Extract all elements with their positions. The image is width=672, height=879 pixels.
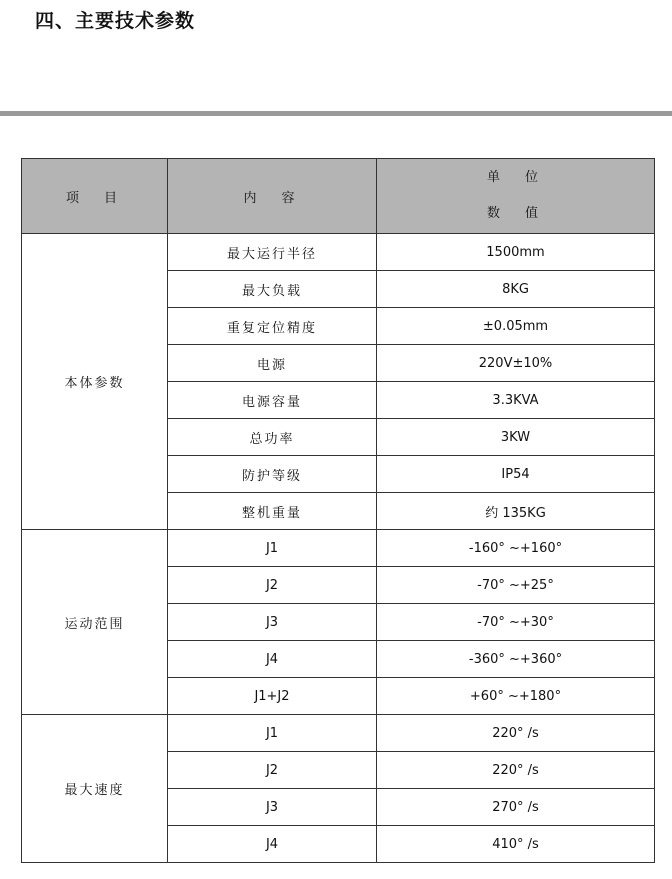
- row-value: 220V±10%: [377, 345, 655, 382]
- specs-table: [21, 158, 655, 863]
- row-value: 8KG: [377, 271, 655, 308]
- row-label: 最大负载: [168, 271, 377, 308]
- row-value: 270° /s: [377, 789, 655, 826]
- row-value: -360° ~+360°: [377, 641, 655, 678]
- row-value: -160° ~+160°: [377, 530, 655, 567]
- row-label: J3: [168, 789, 377, 826]
- horizontal-divider: [0, 111, 672, 116]
- header-unit: 单 位: [486, 170, 544, 185]
- row-label: 重复定位精度: [168, 308, 377, 345]
- row-label: 电源: [168, 345, 377, 382]
- row-value: 3KW: [377, 419, 655, 456]
- row-label: 电源容量: [168, 382, 377, 419]
- row-value: -70° ~+30°: [377, 604, 655, 641]
- header-value: 数 值: [486, 206, 544, 221]
- row-label: J1: [168, 530, 377, 567]
- row-value: 220° /s: [377, 752, 655, 789]
- header-content: 内 容: [168, 159, 377, 234]
- row-label: J4: [168, 826, 377, 863]
- row-value: 约 135KG: [377, 493, 655, 530]
- section-heading: 四、主要技术参数: [35, 10, 196, 32]
- row-value: 410° /s: [377, 826, 655, 863]
- table-row: [22, 530, 655, 567]
- row-label: J4: [168, 641, 377, 678]
- header-unit-value: [377, 159, 655, 234]
- row-value: 220° /s: [377, 715, 655, 752]
- row-label: J1+J2: [168, 678, 377, 715]
- table-row: [22, 715, 655, 752]
- row-label: J2: [168, 567, 377, 604]
- row-value: ±0.05mm: [377, 308, 655, 345]
- table-row: [22, 234, 655, 271]
- row-label: J2: [168, 752, 377, 789]
- row-label: 整机重量: [168, 493, 377, 530]
- row-label: 最大运行半径: [168, 234, 377, 271]
- row-label: 总功率: [168, 419, 377, 456]
- group-label: 本体参数: [22, 234, 168, 530]
- header-item: 项 目: [22, 159, 168, 234]
- group-label: 运动范围: [22, 530, 168, 715]
- row-value: -70° ~+25°: [377, 567, 655, 604]
- row-value: 1500mm: [377, 234, 655, 271]
- row-value: 3.3KVA: [377, 382, 655, 419]
- row-value: +60° ~+180°: [377, 678, 655, 715]
- group-label: 最大速度: [22, 715, 168, 863]
- row-value: IP54: [377, 456, 655, 493]
- table-body: [22, 234, 655, 863]
- row-label: J1: [168, 715, 377, 752]
- row-label: 防护等级: [168, 456, 377, 493]
- row-label: J3: [168, 604, 377, 641]
- table-header-row: [22, 159, 655, 234]
